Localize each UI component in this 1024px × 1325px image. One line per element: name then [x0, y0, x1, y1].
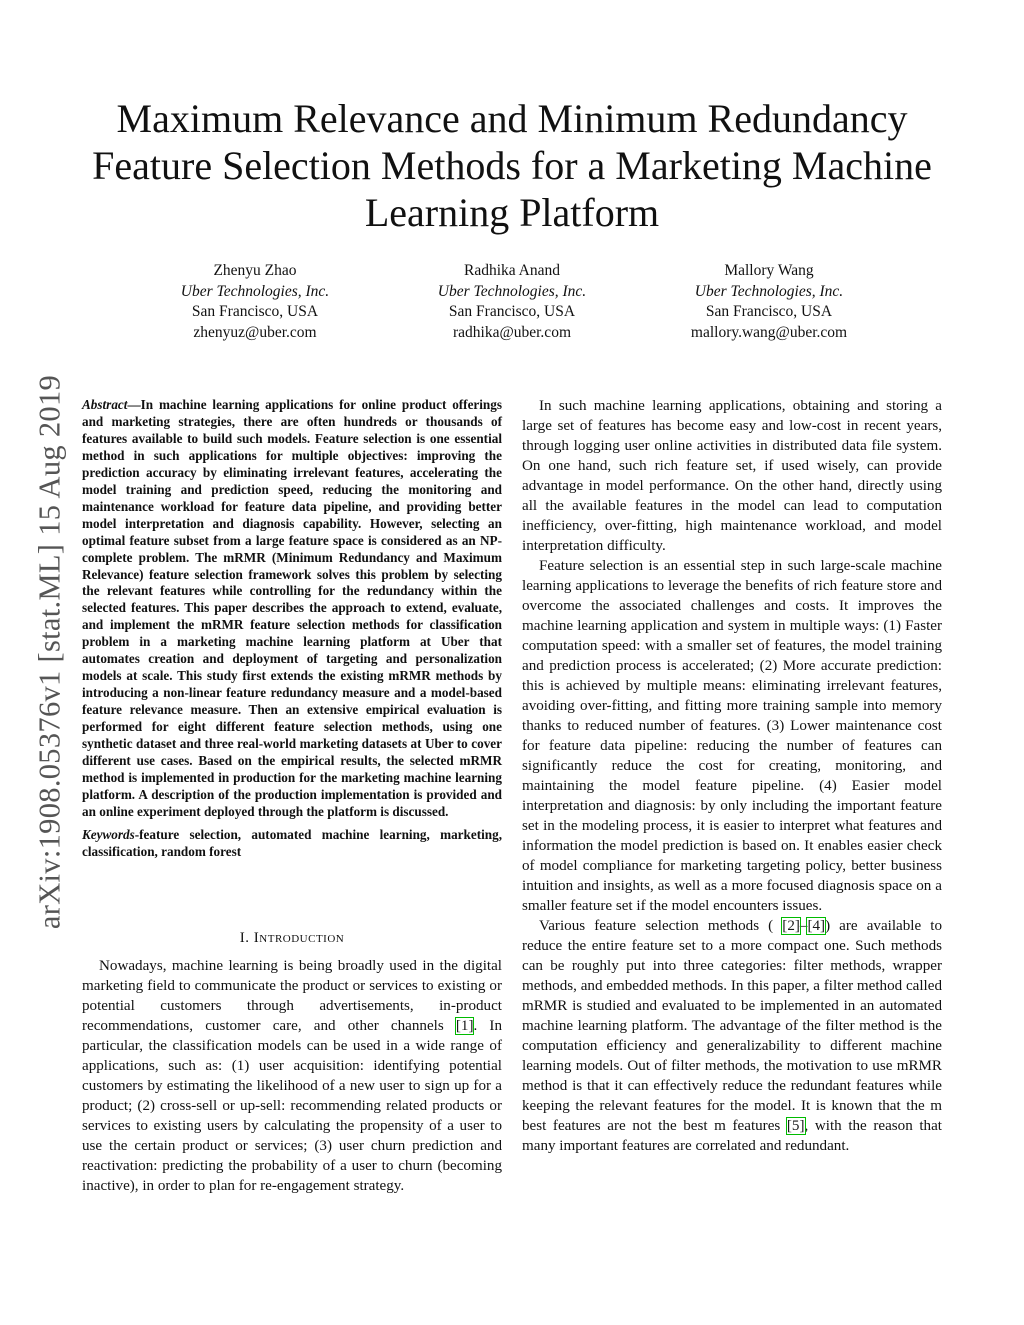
author-affiliation: Uber Technologies, Inc.: [694, 282, 844, 300]
text-run: . In particular, the classification models can be used in a wide range of applications, such as: (1) user acquisition: identifying potential customers by estimating the likelihood of a new user to sign up for a product; (2) cross-sell or up-sell: recommending related products or services to existing users by calculating the propensity of a user to use the certain product or services; (3) user churn prediction and reactivation: predicting the probability of a user to churn (becoming inactive), in order to plan for re-engagement strategy.: [82, 1018, 502, 1194]
citation-link[interactable]: [1]: [455, 1018, 474, 1034]
author-location: San Francisco, USA: [191, 303, 319, 320]
section-number: I.: [239, 930, 250, 946]
right-column: [522, 396, 942, 1156]
citation-link[interactable]: [2]: [782, 918, 800, 934]
paper-title: Maximum Relevance and Minimum Redundancy Feature Selection Methods for a Marketing Machine Learning Platform: [92, 96, 932, 235]
section-title: Introduction: [253, 930, 345, 946]
author-email: mallory.wang@uber.com: [690, 323, 848, 341]
author-name: Zhenyu Zhao: [213, 262, 297, 279]
citation-link[interactable]: [4]: [807, 918, 826, 934]
body-paragraph: [82, 956, 502, 1196]
author-email: zhenyuz@uber.com: [193, 323, 317, 341]
text-run: ) are available to reduce the entire feature set to a more compact one. Such methods can be roughly put into three categories: filter methods, wrapper methods, and embedded methods. In this paper, a filter method called mRMR is studied and evaluated to be implemented in an automated machine learning platform. The advantage of the filter method is the computation efficiency and generalizability to different machine learning models. Out of filter methods, the motivation to use mRMR method is that it can effectively reduce the redundant features while keeping the relevant features for the model. It is known that the m best features are not the best m features: [522, 918, 943, 1134]
keywords-label: Keywords: [82, 826, 135, 842]
abstract-text: —In machine learning applications for online product offerings and marketing strategies, there are often hundreds or thousands of features available to build such models. Feature selection is one essential method in such applications for multiple objectives: improving the prediction accuracy by eliminating irrelevant features, accelerating the model training and prediction speed, reducing the monitoring and maintenance workload for feature data pipeline, and providing better model interpretation and diagnosis capability. However, selecting an optimal feature subset from a large feature space is considered as an NP-complete problem. The mRMR (Minimum Redundancy and Maximum Relevance) feature selection framework solves this problem by selecting the relevant features while controlling for the redundancy within the selected features. This paper describes the approach to extend, evaluate, and implement the mRMR feature selection methods for classification problem in a marketing machine learning platform at Uber that automates creation and deployment of targeting and personalization models at scale. This study first extends the existing mRMR methods by introducing a non-linear feature redundancy measure and a model-based feature relevance measure. Then an extensive empirical evaluation is performed for eight different feature selection methods, using one synthetic dataset and three real-world marketing datasets at Uber to cover different use cases. Based on the empirical results, the selected mRMR method is implemented in production for the marketing machine learning platform. A description of the production implementation is provided and an online experiment deployed through the platform is discussed.: [82, 397, 502, 819]
author-name: Radhika Anand: [464, 262, 560, 279]
keywords-paragraph: [82, 827, 502, 861]
text-run: , with the reason that many important features are correlated and redundant.: [522, 1118, 942, 1154]
author-name: Mallory Wang: [724, 262, 814, 279]
text-run: Various feature selection methods (: [539, 918, 783, 934]
author-affiliation: Uber Technologies, Inc.: [180, 282, 330, 300]
body-paragraph: Feature selection is an essential step in such large-scale machine learning applications to leverage the benefits of rich feature store and overcome the associated challenges and costs. It improves the machine learning application and system in multiple ways: (1) Faster computation speed: with a smaller set of features, the model training and prediction process is accelerated; (2) More accurate prediction: this is achieved by multiple means: eliminating irrelevant features, avoiding over-fitting, and fitting more training sample into memory thanks to reduced number of features. (3) Lower maintenance cost for feature data pipeline: reducing the number of features can significantly reduce the cost for creating, monitoring, and maintaining the model feature pipeline. (4) Easier model interpretation and diagnosis: by only including the important feature set in the modeling process, it is easier to interpret what features and information the model prediction is based on. It enables easier check of model compliance for marketing targeting policy, better business intuition and insights, as well as a more focused diagnosis space on a smaller feature set if the model encounters issues.: [522, 558, 942, 914]
text-run: Nowadays, machine learning is being broadly used in the digital marketing field to communicate the product or services to existing or potential customers through advertisements, in-product recommendations, customer care, and other channels: [82, 958, 502, 1034]
author-location: San Francisco, USA: [448, 303, 576, 320]
section-heading: [82, 928, 502, 948]
introduction-section: [82, 928, 502, 1196]
abstract-section: [82, 397, 502, 861]
abstract-paragraph: [82, 397, 502, 821]
text-run: –: [799, 918, 808, 934]
citation-link[interactable]: [5]: [786, 1118, 805, 1134]
keywords-text: -feature selection, automated machine learning, marketing, classification, random forest: [82, 826, 502, 859]
author-block: [639, 261, 899, 343]
arxiv-identifier: arXiv:1908.05376v1 [stat.ML] 15 Aug 2019: [32, 374, 67, 930]
author-location: San Francisco, USA: [705, 303, 833, 320]
author-email: radhika@uber.com: [453, 323, 571, 341]
author-block: [382, 261, 642, 343]
abstract-label: Abstract: [82, 397, 128, 412]
author-affiliation: Uber Technologies, Inc.: [437, 282, 587, 300]
body-paragraph: [522, 916, 942, 1156]
body-paragraph: In such machine learning applications, obtaining and storing a large set of features has become easy and low-cost in recent years, through logging user online activities in distributed data file system. On one hand, such rich feature set, if used wisely, can provide advantage in model performance. On the other hand, directly using all the available features in the model can lead to computation inefficiency, over-fitting, high maintenance workload, and model interpretation difficulty.: [522, 398, 942, 554]
author-block: [125, 261, 385, 343]
